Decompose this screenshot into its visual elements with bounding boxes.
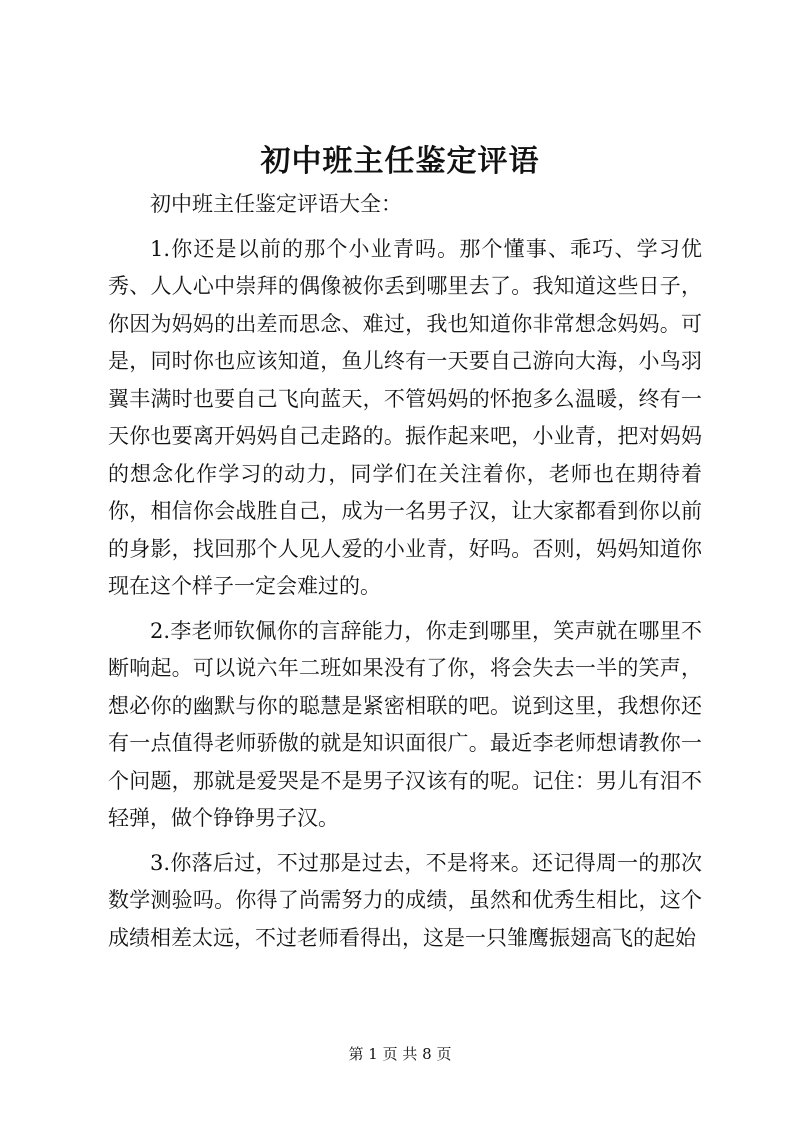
paragraph-3: 3.你落后过，不过那是过去，不是将来。还记得周一的那次数学测验吗。你得了尚需努力的成绩，虽然和优秀生相比，这个成绩相差太远，不过老师看得出，这是一只雏鹰振翅高飞的起始 [108, 850, 702, 950]
document-title: 初中班主任鉴定评语 [260, 144, 540, 179]
document-body [108, 186, 702, 957]
paragraph-1: 1.你还是以前的那个小业青吗。那个懂事、乖巧、学习优秀、人人心中崇拜的偶像被你丢到哪里去了。我知道这些日子，你因为妈妈的出差而思念、难过，我也知道你非常想念妈妈。可是，同时你也应该知道，鱼儿终有一天要自己游向大海，小鸟羽翼丰满时也要自己飞向蓝天，不管妈妈的怀抱多么温暖，终有一天你也要离开妈妈自己走路的。振作起来吧，小业青，把对妈妈的想念化作学习的动力，同学们在关注着你，老师也在期待着你，相信你会战胜自己，成为一名男子汉，让大家都看到你以前的身影，找回那个人见人爱的小业青，好吗。否则，妈妈知道你现在这个样子一定会难过的。 [108, 236, 702, 598]
page-footer: 第 1 页 共 8 页 [348, 1045, 452, 1063]
paragraph-2: 2.李老师钦佩你的言辞能力，你走到哪里，笑声就在哪里不断响起。可以说六年二班如果没有了你，将会失去一半的笑声，想必你的幽默与你的聪慧是紧密相联的吧。说到这里，我想你还有一点值得老师骄傲的就是知识面很广。最近李老师想请教你一个问题，那就是爱哭是不是男子汉该有的呢。记住：男儿有泪不轻弹，做个铮铮男子汉。 [108, 618, 702, 830]
intro-paragraph: 初中班主任鉴定评语大全： [150, 192, 402, 216]
